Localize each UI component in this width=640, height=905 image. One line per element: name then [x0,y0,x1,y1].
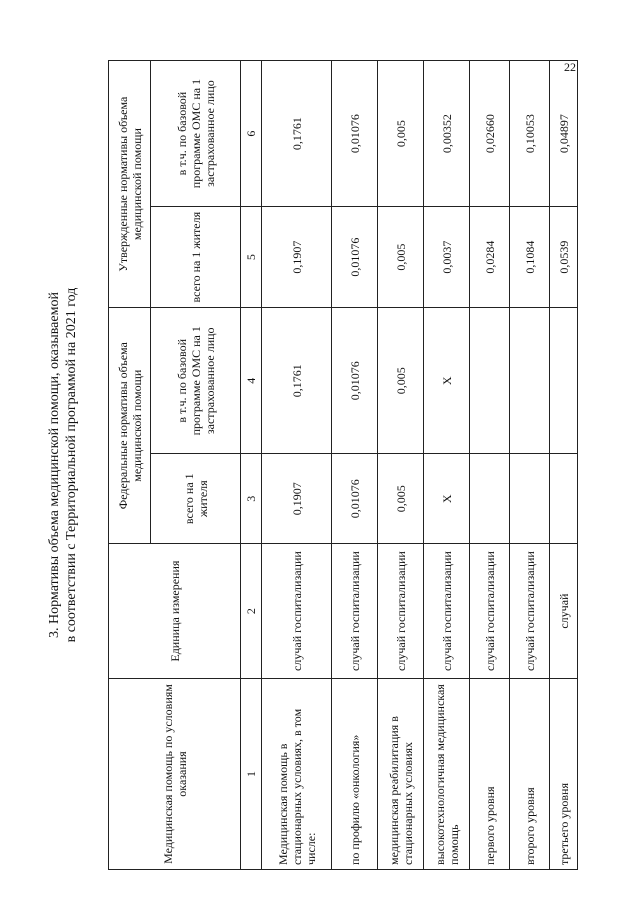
row-fed-oms [470,308,510,454]
header-fed-per-resident: всего на 1 жителя [151,454,241,544]
header-fed-per-insured: в т.ч. по базовой программе ОМС на 1 застрахованное лицо [151,308,241,454]
row-app-total: 0,01076 [332,207,378,308]
row-condition: высокотехнологичная медицинская помощь [424,679,470,870]
row-fed-total [550,454,578,544]
row-fed-oms: Х [424,308,470,454]
row-fed-oms [550,308,578,454]
row-fed-total [510,454,550,544]
table-row [424,61,470,870]
row-app-oms: 0,02660 [470,61,510,207]
row-condition: по профилю «онкология» [332,679,378,870]
row-fed-total [470,454,510,544]
column-number: 6 [241,61,262,207]
header-approved: Утвержденные нормативы объема медицинской помощи [109,61,151,308]
row-app-total: 0,1084 [510,207,550,308]
row-app-oms: 0,1761 [262,61,332,207]
row-unit: случай госпитализации [470,544,510,679]
table-row [510,61,550,870]
row-unit: случай госпитализации [510,544,550,679]
row-fed-total: 0,005 [378,454,424,544]
column-number: 2 [241,544,262,679]
row-fed-oms: 0,1761 [262,308,332,454]
row-unit: случай госпитализации [262,544,332,679]
table-row [470,61,510,870]
row-app-oms: 0,005 [378,61,424,207]
row-condition: первого уровня [470,679,510,870]
table-row [262,61,332,870]
row-app-total: 0,1907 [262,207,332,308]
column-number: 1 [241,679,262,870]
table-row [550,61,578,870]
section-heading [46,60,80,870]
column-number: 5 [241,207,262,308]
table-row [332,61,378,870]
column-number: 4 [241,308,262,454]
column-number: 3 [241,454,262,544]
row-condition: медицинская реабилитация в стационарных условиях [378,679,424,870]
row-unit: случай [550,544,578,679]
norms-table [108,60,578,870]
row-app-total: 0,0037 [424,207,470,308]
row-app-total: 0,0539 [550,207,578,308]
row-app-total: 0,005 [378,207,424,308]
row-fed-total: 0,1907 [262,454,332,544]
row-app-oms: 0,00352 [424,61,470,207]
row-condition: Медицинская помощь в стационарных условиях, в том числе: [262,679,332,870]
header-app-per-insured: в т.ч. по базовой программе ОМС на 1 застрахованное лицо [151,61,241,207]
row-unit: случай госпитализации [424,544,470,679]
header-unit: Единица измерения [109,544,241,679]
row-fed-oms [510,308,550,454]
rotated-document-content [46,60,594,870]
row-app-total: 0,0284 [470,207,510,308]
row-fed-total: 0,01076 [332,454,378,544]
row-fed-oms: 0,01076 [332,308,378,454]
heading-line-2: в соответствии с Территориальной программой на 2021 год [64,287,79,643]
table-row [378,61,424,870]
header-condition: Медицинская помощь по условиям оказания [109,679,241,870]
row-app-oms: 0,01076 [332,61,378,207]
row-fed-total: Х [424,454,470,544]
header-app-per-resident: всего на 1 жителя [151,207,241,308]
heading-line-1: 3. Нормативы объема медицинской помощи, оказываемой [47,292,62,638]
column-number-row [241,61,262,870]
row-app-oms: 0,04897 [550,61,578,207]
row-condition: третьего уровня [550,679,578,870]
header-federal: Федеральные нормативы объема медицинской помощи [109,308,151,544]
row-unit: случай госпитализации [378,544,424,679]
row-unit: случай госпитализации [332,544,378,679]
row-app-oms: 0,10053 [510,61,550,207]
row-fed-oms: 0,005 [378,308,424,454]
page-number: 22 [564,60,576,74]
row-condition: второго уровня [510,679,550,870]
